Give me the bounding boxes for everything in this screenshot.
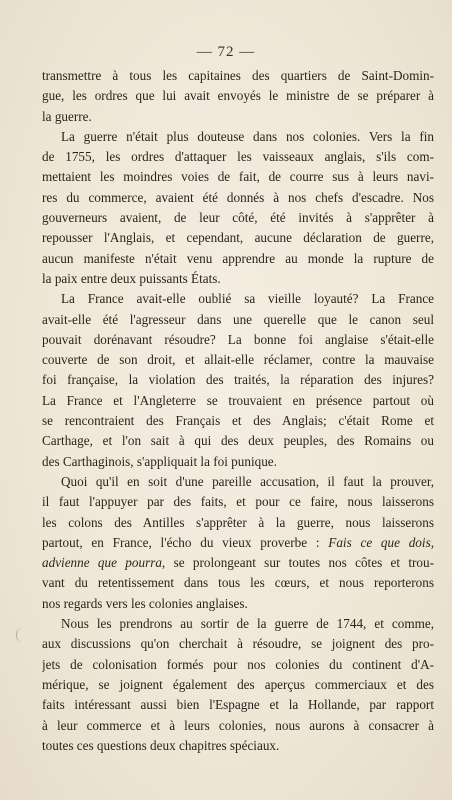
line-text: repousser l'Anglais, et cependant, aucune déclaration de guerre, <box>42 230 434 246</box>
line-text: Nous les prendrons au sortir de la guerre de 1744, et comme, <box>61 616 434 632</box>
line-text: aux discussions qu'on cherchait à résoudre, se joignent des pro- <box>42 636 434 652</box>
text-line <box>42 66 434 86</box>
text-line <box>42 289 434 309</box>
line-text: nos regards vers les colonies anglaises. <box>42 595 248 611</box>
text-line <box>42 107 434 127</box>
line-text: mérique, se joignent également des aperçus commerciaux et des <box>42 676 434 692</box>
line-text: La France et l'Angleterre se trouvaient en présence partout où <box>42 392 434 408</box>
text-line <box>42 249 434 269</box>
text-line <box>42 147 434 167</box>
line-text: se rencontraient des Français et des Anglais; c'était Rome et <box>42 413 434 429</box>
line-text: mettaient les moindres voies de fait, de courre sus à leurs navi- <box>42 169 434 185</box>
text-line <box>42 86 434 106</box>
text-line <box>42 695 434 715</box>
text-line <box>42 350 434 370</box>
line-text: de 1755, les ordres d'attaquer les vaisseaux anglais, s'ils com- <box>42 149 434 165</box>
line-text: couverte de son droit, et allait-elle réclamer, contre la mauvaise <box>42 352 434 368</box>
line-text: il faut l'appuyer par des faits, et pour ce faire, nous laisserons <box>42 494 434 510</box>
line-text: jets de colonisation formés pour nos colonies du continent d'A- <box>42 656 434 672</box>
italic-phrase: Fais ce que dois, <box>328 534 434 550</box>
text-line <box>42 472 434 492</box>
line-text: La France avait-elle oublié sa vieille loyauté? La France <box>61 291 434 307</box>
line-text: avait-elle été l'agresseur dans une querelle que le canon seul <box>42 311 434 327</box>
line-text: la paix entre deux puissants États. <box>42 270 221 286</box>
text-line <box>42 553 434 573</box>
line-text: toutes ces questions deux chapitres spéciaux. <box>42 737 280 753</box>
text-line <box>42 634 434 654</box>
text-line <box>42 655 434 675</box>
line-text: gue, les ordres que lui avait envoyés le ministre de se préparer à <box>42 88 434 104</box>
text-line <box>42 411 434 431</box>
text-line <box>42 269 434 289</box>
text-line <box>42 188 434 208</box>
line-text: se prolongeant sur toutes nos côtes et trou- <box>173 555 434 571</box>
line-text: Quoi qu'il en soit d'une pareille accusation, il faut la prouver, <box>61 473 434 489</box>
text-line <box>42 310 434 330</box>
line-text: La guerre n'était plus douteuse dans nos colonies. Vers la fin <box>61 128 434 144</box>
line-text: à leur commerce et à leurs colonies, nous aurons à consacrer à <box>42 717 434 733</box>
line-text: pouvait dorénavant résoudre? La bonne foi anglaise s'était-elle <box>42 331 434 347</box>
text-line <box>42 431 434 451</box>
body-text <box>42 66 434 756</box>
page-number: — 72 — <box>196 44 256 60</box>
text-line <box>42 208 434 228</box>
line-text: res du commerce, avaient été donnés à nos chefs d'escadre. Nos <box>42 189 434 205</box>
text-line <box>42 736 434 756</box>
line-text: vant du retentissement dans tous les cœurs, et nous reporterons <box>42 575 434 591</box>
italic-phrase: advienne que pourra, <box>42 555 166 571</box>
line-text: foi française, la violation des traités, la réparation des injures? <box>42 372 434 388</box>
line-text: la guerre. <box>42 108 92 124</box>
line-text: Carthage, et l'on sait à qui des deux peuples, des Romains ou <box>42 433 434 449</box>
line-text: des Carthaginois, s'appliquait la foi punique. <box>42 453 277 469</box>
line-text: aucun manifeste n'était venu apprendre au monde la rupture de <box>42 250 434 266</box>
text-line <box>42 127 434 147</box>
text-line <box>42 573 434 593</box>
text-line <box>42 492 434 512</box>
text-line <box>42 533 434 553</box>
text-line <box>42 228 434 248</box>
text-line <box>42 614 434 634</box>
text-line <box>42 370 434 390</box>
text-line <box>42 330 434 350</box>
text-line <box>42 513 434 533</box>
text-line <box>42 452 434 472</box>
line-text: partout, en France, l'écho du vieux proverbe : <box>42 534 320 550</box>
line-text: transmettre à tous les capitaines des quartiers de Saint-Domin- <box>42 68 434 83</box>
line-text: faits intéressant aussi bien l'Espagne et la Hollande, par rapport <box>42 697 434 713</box>
line-text: les colons des Antilles s'apprêter à la guerre, nous laisserons <box>42 514 434 530</box>
text-line <box>42 675 434 695</box>
text-line <box>42 716 434 736</box>
text-line <box>42 167 434 187</box>
text-line <box>42 594 434 614</box>
line-text: gouverneurs avaient, de leur côté, été invités à s'apprêter à <box>42 210 434 226</box>
margin-mark <box>16 628 23 642</box>
text-line <box>42 391 434 411</box>
